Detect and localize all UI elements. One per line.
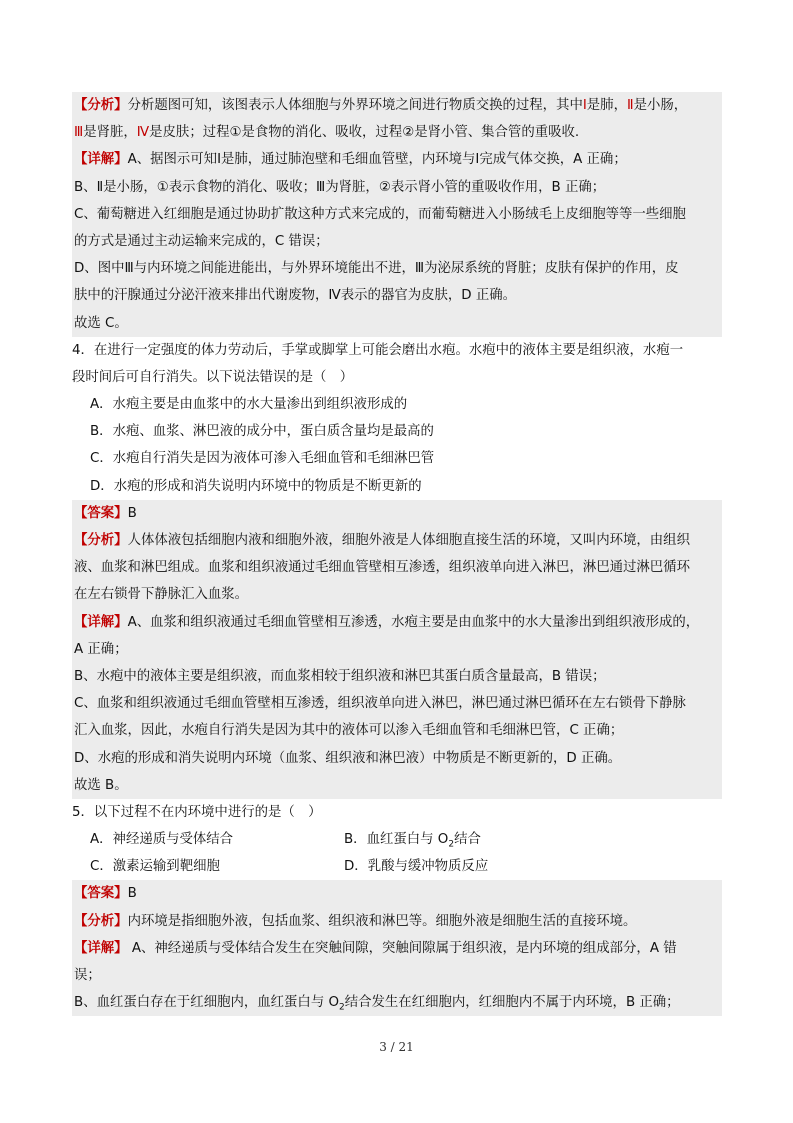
question-5-stem: 5．以下过程不在内环境中进行的是（ ） — [72, 804, 322, 820]
detail-line: 的方式是通过主动运输来完成的，C 错误； — [72, 228, 722, 255]
analysis-tag: 【分析】 — [74, 98, 128, 113]
detail-tag: 【详解】 — [74, 614, 128, 630]
answer-line — [72, 500, 722, 527]
detail-line: B、Ⅱ是小肠，①表示食物的消化、吸收；Ⅲ为肾脏，②表示肾小管的重吸收作用，B 正确； — [72, 174, 722, 201]
document-body — [72, 92, 722, 1016]
analysis-line: 液、血浆和淋巴组成。血浆和组织液通过毛细血管壁相互渗透，组织液单向进入淋巴，淋巴通过淋巴循环 — [72, 554, 722, 581]
detail-line: C、血浆和组织液通过毛细血管壁相互渗透，组织液单向进入淋巴，淋巴通过淋巴循环在左右锁骨下静脉 — [72, 690, 722, 717]
question-4-option-a: A．水疱主要是由血浆中的水大量渗出到组织液形成的 — [90, 397, 408, 413]
analysis-tag: 【分析】 — [74, 533, 128, 548]
analysis-line: 【分析】分析题图可知，该图表示人体细胞与外界环境之间进行物质交换的过程，其中Ⅰ是肺，Ⅱ是小肠， — [72, 92, 722, 119]
answer-line — [72, 880, 722, 907]
detail-line: D、水疱的形成和消失说明内环境（血浆、组织液和淋巴液）中物质是不断更新的，D 正确。 — [72, 745, 722, 772]
detail-tag: 【详解】 — [74, 940, 128, 956]
detail-line: B、水疱中的液体主要是组织液，而血浆相较于组织液和淋巴其蛋白质含量最高，B 错误； — [72, 663, 722, 690]
question-5-options-row — [72, 826, 722, 853]
detail-line: 汇入血浆，因此，水疱自行消失是因为其中的液体可以渗入毛细血管和毛细淋巴管，C 正确； — [72, 717, 722, 744]
conclusion-line: 故选 C。 — [72, 310, 722, 337]
detail-line: D、图中Ⅲ与内环境之间能进能出，与外界环境能出不进，Ⅲ为泌尿系统的肾脏；皮肤有保护的作用，皮 — [72, 255, 722, 282]
analysis-line: Ⅲ是肾脏，Ⅳ是皮肤；过程①是食物的消化、吸收，过程②是肾小管、集合管的重吸收. — [72, 119, 722, 146]
question-5-option-b: B．血红蛋白与 $O_2$结合 — [344, 832, 481, 850]
question-5-option-c: C．激素运输到靶细胞 — [90, 859, 220, 875]
question-4-stem: 段时间后可自行消失。以下说法错误的是（ ） — [72, 369, 354, 385]
analysis-line: 在左右锁骨下静脉汇入血浆。 — [72, 581, 722, 608]
question-4-stem: 4．在进行一定强度的体力劳动后，手掌或脚掌上可能会磨出水疱。水疱中的液体主要是组织液，水疱一 — [72, 342, 684, 358]
detail-line: 误； — [72, 962, 722, 989]
answer-value: B — [127, 886, 137, 902]
analysis-tag: 【分析】 — [74, 913, 128, 929]
answer-tag: 【答案】 — [74, 505, 128, 521]
answer-value: B — [127, 505, 137, 521]
page-number: 3 / 21 — [379, 1040, 414, 1054]
detail-line: C、葡萄糖进入红细胞是通过协助扩散这种方式来完成的，而葡萄糖进入小肠绒毛上皮细胞等等一些细胞 — [72, 201, 722, 228]
detail-line: A 正确； — [72, 636, 722, 663]
question-4-option-c: C．水疱自行消失是因为液体可渗入毛细血管和毛细淋巴管 — [90, 451, 435, 467]
detail-line: 【详解】A、血浆和组织液通过毛细血管壁相互渗透，水疱主要是由血浆中的水大量渗出到组织液形成的， — [72, 609, 722, 636]
detail-tag: 【详解】 — [74, 152, 128, 168]
question-4-option-d: D．水疱的形成和消失说明内环境中的物质是不断更新的 — [90, 478, 422, 494]
analysis-line: 【分析】内环境是指细胞外液，包括血浆、组织液和淋巴等。细胞外液是细胞生活的直接环境。 — [72, 908, 722, 935]
question-5-option-d: D．乳酸与缓冲物质反应 — [344, 859, 489, 875]
answer-tag: 【答案】 — [74, 886, 128, 902]
detail-line: 肤中的汗腺通过分泌汗液来排出代谢废物，Ⅳ表示的器官为皮肤，D 正确。 — [72, 282, 722, 309]
question-5-options-row — [72, 853, 722, 880]
conclusion-line: 故选 B。 — [72, 772, 722, 799]
detail-line: B、血红蛋白存在于红细胞内，血红蛋白与 $O_2$结合发生在红细胞内，红细胞内不属于内环境，B 正确； — [72, 989, 722, 1016]
analysis-line: 【分析】人体体液包括细胞内液和细胞外液，细胞外液是人体细胞直接生活的环境，又叫内环境，由组织 — [72, 527, 722, 554]
question-5-option-a: A．神经递质与受体结合 — [90, 832, 234, 848]
detail-line: 【详解】 A、神经递质与受体结合发生在突触间隙，突触间隙属于组织液，是内环境的组成部分，A 错 — [72, 935, 722, 962]
detail-line: 【详解】A、据图示可知Ⅰ是肺，通过肺泡壁和毛细血管壁，内环境与Ⅰ完成气体交换，A 正确； — [72, 146, 722, 173]
question-4-option-b: B．水疱、血浆、淋巴液的成分中，蛋白质含量均是最高的 — [90, 424, 434, 440]
